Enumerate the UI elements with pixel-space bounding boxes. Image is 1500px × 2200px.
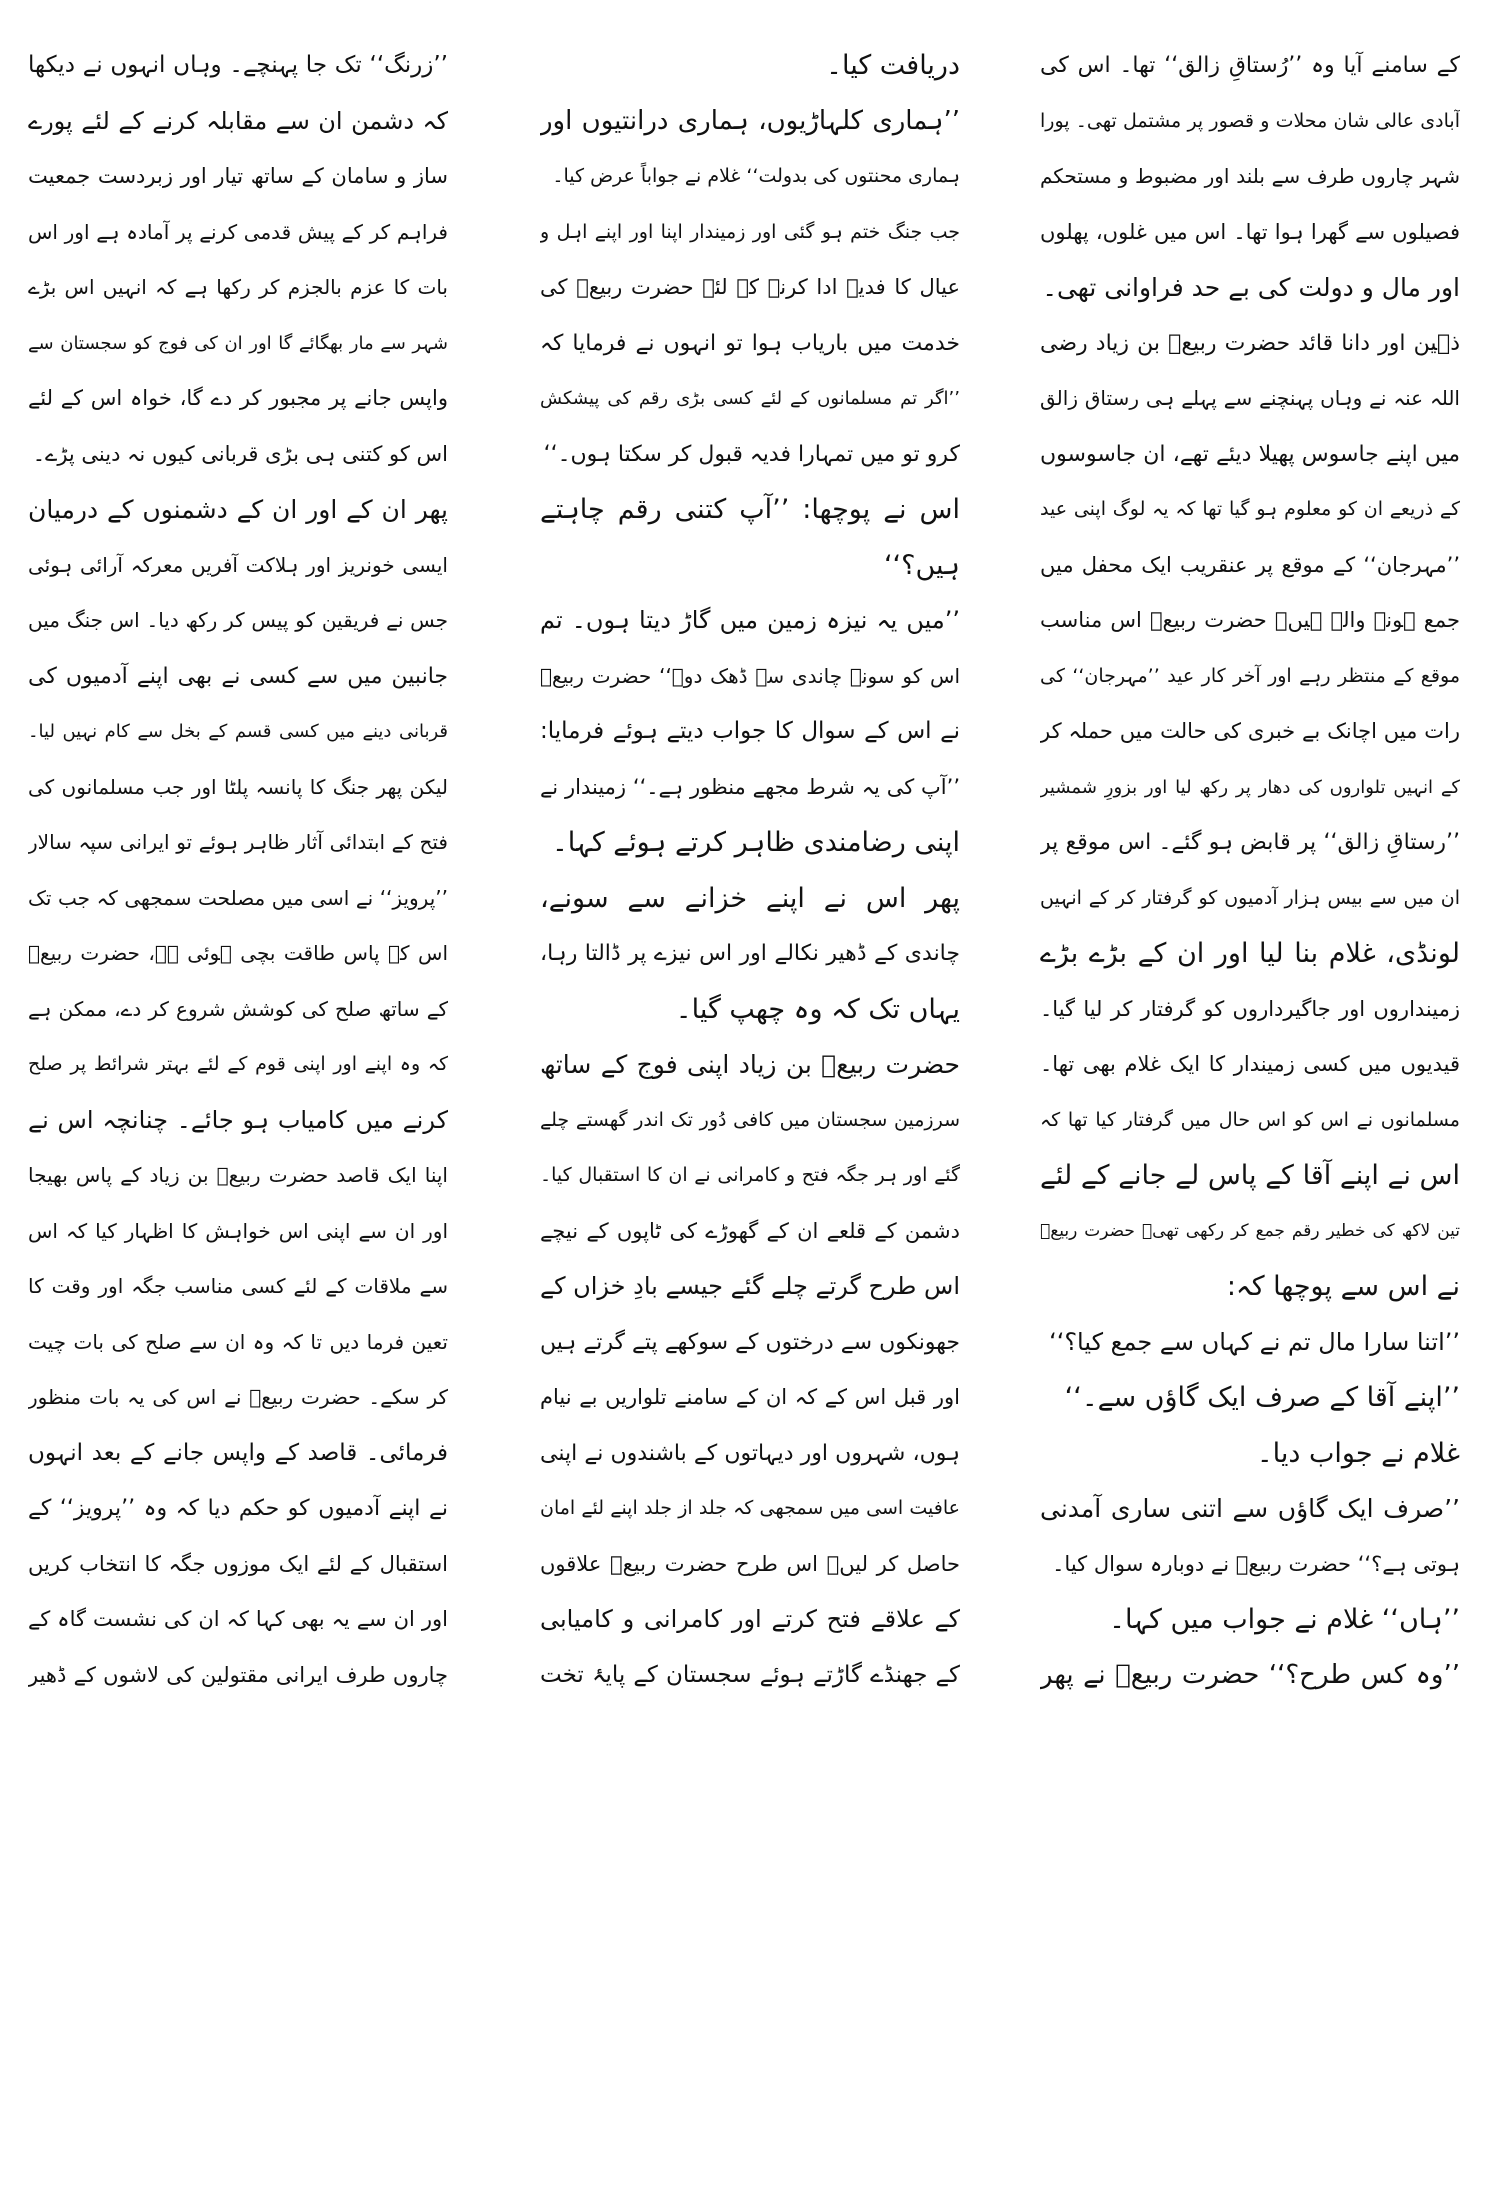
text-line: شہر سے مار بھگائے گا اور ان کی فوج کو سجستان سے [28, 332, 448, 354]
text-line: ’’مہرجان‘‘ کے موقع پر عنقریب ایک محفل میں [1040, 552, 1460, 577]
text-column-right [1040, 38, 1460, 1703]
text-line: پھر ان کے اور ان کے دشمنوں کے درمیان [28, 495, 448, 524]
text-line: لونڈی، غلام بنا لیا اور ان کے بڑے بڑے [1040, 938, 1460, 969]
text-line: فتح کے ابتدائی آثار ظاہر ہوئے تو ایرانی سپہ سالار [28, 830, 448, 854]
text-line: ’’وہ کس طرح؟‘‘ حضرت ربیعؓ نے پھر [1040, 1659, 1460, 1690]
text-line: کے علاقے فتح کرتے اور کامرانی و کامیابی [540, 1605, 960, 1633]
text-line: ہیں؟‘‘ [883, 549, 960, 581]
text-line: اللہ عنہ نے وہاں پہنچنے سے پہلے ہی رستاق زالق [1040, 386, 1460, 410]
text-line: کرو تو میں تمہارا فدیہ قبول کر سکتا ہوں۔‘‘ [543, 441, 960, 467]
text-line: شہر چاروں طرف سے بلند اور مضبوط و مستحکم [1040, 164, 1460, 188]
text-line: کے جھنڈے گاڑتے ہوئے سجستان کے پایۂ تخت [540, 1661, 960, 1688]
text-line: پھر اس نے اپنے خزانے سے سونے، [540, 882, 960, 914]
text-line: چاروں طرف ایرانی مقتولین کی لاشوں کے ڈھیر [28, 1662, 448, 1687]
text-line: ’’پرویز‘‘ نے اسی میں مصلحت سمجھی کہ جب تک [28, 885, 448, 910]
text-column-middle [540, 38, 960, 1703]
text-line: نے اس سے پوچھا کہ: [1226, 1271, 1460, 1302]
text-line: نے اپنے آدمیوں کو حکم دیا کہ وہ ’’پرویز‘‘ کے [28, 1496, 448, 1521]
text-line: ’’آپ کی یہ شرط مجھے منظور ہے۔‘‘ زمیندار نے [540, 774, 960, 799]
text-line: نے اس کے سوال کا جواب دیتے ہوئے فرمایا: [540, 718, 960, 744]
text-line: حاصل کر لیں۔ اس طرح حضرت ربیعؓ علاقوں [540, 1551, 960, 1576]
text-line: کے انہیں تلواروں کی دھار پر رکھ لیا اور بزورِ شمشیر [1040, 776, 1460, 798]
text-line: ان میں سے بیس ہزار آدمیوں کو گرفتار کر کے انہیں [1040, 886, 1460, 909]
text-line: عافیت اسی میں سمجھی کہ جلد از جلد اپنے لئے امان [540, 1497, 960, 1519]
text-line: ساز و سامان کے ساتھ تیار اور زبردست جمعیت [28, 164, 448, 188]
text-line: کر سکے۔ حضرت ربیعؓ نے اس کی یہ بات منظور [28, 1385, 448, 1409]
text-line: غلام نے جواب دیا۔ [1256, 1437, 1460, 1469]
text-line: سے ملاقات کے لئے کسی مناسب جگہ اور وقت کا [28, 1274, 448, 1298]
text-line: ہوں، شہروں اور دیہاتوں کے باشندوں نے اپنی [540, 1440, 960, 1466]
text-line: چاندی کے ڈھیر نکالے اور اس نیزے پر ڈالتا رہا، [540, 941, 960, 966]
text-line: ہوتی ہے؟‘‘ حضرت ربیعؓ نے دوبارہ سوال کیا۔ [1052, 1551, 1460, 1576]
text-line: ’’ہماری کلہاڑیوں، ہماری درانتیوں اور [540, 105, 960, 136]
text-line: اور مال و دولت کی بے حد فراوانی تھی۔ [1042, 273, 1460, 302]
text-line: زمینداروں اور جاگیرداروں کو گرفتار کر لیا گیا۔ [1040, 996, 1460, 1021]
text-line: جھونکوں سے درختوں کے سوکھے پتے گرتے ہیں [540, 1329, 960, 1355]
text-line: ’’اگر تم مسلمانوں کے لئے کسی بڑی رقم کی پیشکش [540, 388, 960, 409]
text-line: قیدیوں میں کسی زمیندار کا ایک غلام بھی تھا۔ [1040, 1052, 1460, 1076]
text-line: اس نے پوچھا: ’’آپ کتنی رقم چاہتے [540, 494, 960, 525]
text-line: اس کے پاس طاقت بچی ہوئی ہے، حضرت ربیعؓ [28, 941, 448, 965]
text-line: اس طرح گرتے چلے گئے جیسے بادِ خزاں کے [540, 1272, 960, 1300]
text-line: قربانی دینے میں کسی قسم کے بخل سے کام نہیں لیا۔ [28, 721, 448, 742]
text-line: حضرت ربیعؓ بن زیاد اپنی فوج کے ساتھ [540, 1050, 960, 1079]
text-line: اپنا ایک قاصد حضرت ربیعؓ بن زیاد کے پاس بھیجا [28, 1163, 448, 1187]
text-line: جانبین میں سے کسی نے بھی اپنے آدمیوں کی [28, 663, 448, 689]
text-line: دشمن کے قلعے ان کے گھوڑے کی ٹاپوں کے نیچے [540, 1218, 960, 1243]
text-line: تعین فرما دیں تا کہ وہ ان سے صلح کی بات چیت [28, 1329, 448, 1354]
text-line: کے ذریعے ان کو معلوم ہو گیا تھا کہ یہ لوگ اپنی عید [1040, 498, 1460, 520]
text-line: آبادی عالی شان محلات و قصور پر مشتمل تھی۔ پورا [1040, 109, 1460, 132]
text-line: یہاں تک کہ وہ چھپ گیا۔ [675, 993, 960, 1025]
text-line: ہماری محنتوں کی بدولت‘‘ غلام نے جواباً عرض کیا۔ [552, 165, 960, 187]
text-line: عیال کا فدیہ ادا کرنے کے لئے حضرت ربیعؓ کی [540, 275, 960, 299]
text-line: مسلمانوں نے اس کو اس حال میں گرفتار کیا تھا کہ [1040, 1108, 1460, 1131]
text-line: ’’میں یہ نیزہ زمین میں گاڑ دیتا ہوں۔ تم [540, 606, 960, 634]
text-line: موقع کے منتظر رہے اور آخر کار عید ’’مہرجان‘‘ کی [1040, 664, 1460, 687]
text-line: اس کو کتنی ہی بڑی قربانی کیوں نہ دینی پڑے۔ [32, 441, 448, 466]
text-line: کہ وہ اپنے اور اپنی قوم کے لئے بہتر شرائط پر صلح [28, 1053, 448, 1075]
text-line: فراہم کر کے پیش قدمی کرنے پر آمادہ ہے اور اس [28, 219, 448, 244]
text-line: کے ساتھ صلح کی کوشش شروع کر دے، ممکن ہے [28, 996, 448, 1021]
text-line: اور ان سے اپنی اس خواہش کا اظہار کیا کہ اس [28, 1218, 448, 1243]
text-line: ذہین اور دانا قائد حضرت ربیعؓ بن زیاد رضی [1040, 330, 1460, 356]
text-line: فرمائی۔ قاصد کے واپس جانے کے بعد انہوں [28, 1439, 448, 1466]
text-line: واپس جانے پر مجبور کر دے گا، خواہ اس کے لئے [28, 386, 448, 410]
text-line: جب جنگ ختم ہو گئی اور زمیندار اپنا اور اپنے اہل و [540, 220, 960, 243]
text-line: کرنے میں کامیاب ہو جائے۔ چنانچہ اس نے [28, 1105, 448, 1134]
text-line: ایسی خونریز اور ہلاکت آفریں معرکہ آرائی ہوئی [28, 552, 448, 577]
text-line: لیکن پھر جنگ کا پانسہ پلٹا اور جب مسلمانوں کی [28, 774, 448, 799]
text-line: تین لاکھ کی خطیر رقم جمع کر رکھی تھی۔ حضرت ربیعؓ [1040, 1220, 1460, 1241]
text-line: سرزمین سجستان میں کافی دُور تک اندر گھستے چلے [540, 1108, 960, 1131]
text-line: جمع ہونے والے ہیں۔ حضرت ربیعؓ اس مناسب [1040, 608, 1460, 632]
text-line: اس کو سونے چاندی سے ڈھک دو۔‘‘ حضرت ربیعؓ [540, 663, 960, 688]
text-line: استقبال کے لئے ایک موزوں جگہ کا انتخاب کریں [28, 1551, 448, 1576]
text-line: ’’ہاں‘‘ غلام نے جواب میں کہا۔ [1109, 1604, 1460, 1635]
text-column-left [28, 38, 448, 1703]
text-line: کہ دشمن ان سے مقابلہ کرنے کے لئے پورے [28, 106, 448, 135]
text-line: ’’اپنے آقا کے صرف ایک گاؤں سے۔‘‘ [1064, 1382, 1460, 1413]
text-line: ’’رستاقِ زالق‘‘ پر قابض ہو گئے۔ اس موقع پر [1040, 830, 1460, 855]
text-line: اور ان سے یہ بھی کہا کہ ان کی نشست گاہ کے [28, 1607, 448, 1631]
text-line: ’’صرف ایک گاؤں سے اتنی ساری آمدنی [1040, 1494, 1460, 1523]
text-line: بات کا عزم بالجزم کر رکھا ہے کہ انہیں اس بڑے [28, 275, 448, 299]
text-line: ’’اتنا سارا مال تم نے کہاں سے جمع کیا؟‘‘ [1049, 1327, 1460, 1356]
text-line: اس نے اپنے آقا کے پاس لے جانے کے لئے [1040, 1160, 1460, 1191]
text-line: خدمت میں باریاب ہوا تو انہوں نے فرمایا کہ [540, 330, 960, 356]
text-line: فصیلوں سے گھرا ہوا تھا۔ اس میں غلوں، پھلوں [1040, 219, 1460, 244]
text-line: اور قبل اس کے کہ ان کے سامنے تلواریں بے نیام [540, 1385, 960, 1409]
text-line: کے سامنے آیا وہ ’’رُستاقِ زالق‘‘ تھا۔ اس کی [1040, 53, 1460, 78]
text-line: دریافت کیا۔ [826, 50, 960, 81]
text-line: ’’زرنگ‘‘ تک جا پہنچے۔ وہاں انہوں نے دیکھا [28, 52, 448, 78]
text-line: جس نے فریقین کو پیس کر رکھ دیا۔ اس جنگ میں [28, 608, 448, 632]
text-line: رات میں اچانک بے خبری کی حالت میں حملہ کر [1040, 719, 1460, 743]
text-line: میں اپنے جاسوس پھیلا دیئے تھے، ان جاسوسوں [1040, 441, 1460, 467]
text-line: اپنی رضامندی ظاہر کرتے ہوئے کہا۔ [551, 827, 960, 858]
text-line: گئے اور ہر جگہ فتح و کامرانی نے ان کا استقبال کیا۔ [540, 1164, 960, 1186]
